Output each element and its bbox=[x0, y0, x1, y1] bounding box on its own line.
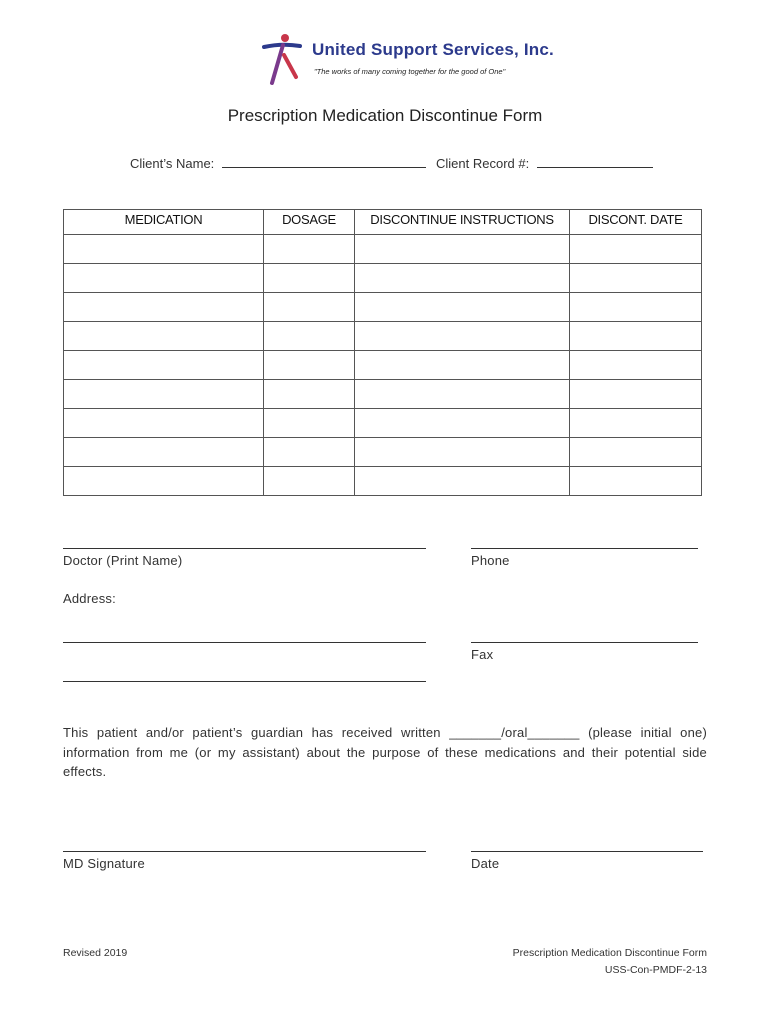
instructions-cell[interactable] bbox=[355, 293, 570, 322]
medication-cell[interactable] bbox=[64, 235, 264, 264]
md-signature-label: MD Signature bbox=[63, 856, 145, 871]
instructions-cell[interactable] bbox=[355, 438, 570, 467]
client-record-field[interactable] bbox=[537, 155, 653, 168]
date-cell[interactable] bbox=[570, 351, 702, 380]
table-row bbox=[64, 322, 702, 351]
phone-line[interactable] bbox=[471, 548, 698, 549]
client-record-label: Client Record #: bbox=[436, 156, 530, 171]
client-name-label: Client’s Name: bbox=[130, 156, 215, 171]
date-label: Date bbox=[471, 856, 500, 871]
instructions-cell[interactable] bbox=[355, 351, 570, 380]
dosage-header: DOSAGE bbox=[264, 210, 355, 235]
instructions-cell[interactable] bbox=[355, 380, 570, 409]
table-row bbox=[64, 467, 702, 496]
footer-form-code: USS-Con-PMDF-2-13 bbox=[604, 964, 707, 976]
date-cell[interactable] bbox=[570, 235, 702, 264]
client-name-field[interactable] bbox=[222, 155, 426, 168]
medication-cell[interactable] bbox=[64, 438, 264, 467]
instructions-cell[interactable] bbox=[355, 235, 570, 264]
date-cell[interactable] bbox=[570, 467, 702, 496]
instructions-cell[interactable] bbox=[355, 467, 570, 496]
fax-label: Fax bbox=[471, 647, 494, 662]
table-row bbox=[64, 351, 702, 380]
address-line-1[interactable] bbox=[63, 642, 426, 643]
company-tagline: "The works of many coming together for the good of One" bbox=[314, 67, 506, 76]
revised-note: Revised 2019 bbox=[63, 947, 128, 959]
form-title: Prescription Medication Discontinue Form bbox=[227, 106, 543, 125]
dosage-cell[interactable] bbox=[264, 467, 355, 496]
client-name-row bbox=[130, 155, 426, 171]
medication-table bbox=[63, 209, 702, 496]
date-cell[interactable] bbox=[570, 409, 702, 438]
table-header-row bbox=[64, 210, 702, 235]
company-name: United Support Services, Inc. bbox=[312, 40, 554, 59]
medication-cell[interactable] bbox=[64, 380, 264, 409]
date-line[interactable] bbox=[471, 851, 703, 852]
dosage-cell[interactable] bbox=[264, 409, 355, 438]
date-cell[interactable] bbox=[570, 380, 702, 409]
medication-cell[interactable] bbox=[64, 264, 264, 293]
doctor-name-line[interactable] bbox=[63, 548, 426, 549]
address-label: Address: bbox=[63, 591, 116, 606]
fax-line[interactable] bbox=[471, 642, 698, 643]
dosage-cell[interactable] bbox=[264, 351, 355, 380]
address-line-2[interactable] bbox=[63, 681, 426, 682]
medication-header: MEDICATION bbox=[64, 210, 264, 235]
doctor-name-label: Doctor (Print Name) bbox=[63, 553, 183, 568]
table-row bbox=[64, 409, 702, 438]
company-logo-figure-icon bbox=[262, 33, 302, 85]
medication-cell[interactable] bbox=[64, 409, 264, 438]
guardian-statement: This patient and/or patient’s guardian has received written _______/oral_______ (please initial one) information from me (or my assistant) about the purpose of these medications and their potential side effects. bbox=[63, 725, 707, 779]
date-cell[interactable] bbox=[570, 322, 702, 351]
instructions-cell[interactable] bbox=[355, 409, 570, 438]
client-record-row bbox=[436, 155, 653, 171]
instructions-cell[interactable] bbox=[355, 264, 570, 293]
md-signature-line[interactable] bbox=[63, 851, 426, 852]
date-cell[interactable] bbox=[570, 293, 702, 322]
dosage-cell[interactable] bbox=[264, 322, 355, 351]
footer-form-name: Prescription Medication Discontinue Form bbox=[512, 947, 707, 959]
discont-date-header: DISCONT. DATE bbox=[570, 210, 702, 235]
date-cell[interactable] bbox=[570, 438, 702, 467]
medication-cell[interactable] bbox=[64, 351, 264, 380]
phone-label: Phone bbox=[471, 553, 510, 568]
discontinue-instructions-header: DISCONTINUE INSTRUCTIONS bbox=[355, 210, 570, 235]
instructions-cell[interactable] bbox=[355, 322, 570, 351]
table-row bbox=[64, 264, 702, 293]
table-row bbox=[64, 293, 702, 322]
dosage-cell[interactable] bbox=[264, 380, 355, 409]
dosage-cell[interactable] bbox=[264, 235, 355, 264]
medication-cell[interactable] bbox=[64, 293, 264, 322]
table-row bbox=[64, 438, 702, 467]
dosage-cell[interactable] bbox=[264, 264, 355, 293]
medication-cell[interactable] bbox=[64, 467, 264, 496]
dosage-cell[interactable] bbox=[264, 438, 355, 467]
medication-cell[interactable] bbox=[64, 322, 264, 351]
dosage-cell[interactable] bbox=[264, 293, 355, 322]
table-row bbox=[64, 235, 702, 264]
table-row bbox=[64, 380, 702, 409]
date-cell[interactable] bbox=[570, 264, 702, 293]
